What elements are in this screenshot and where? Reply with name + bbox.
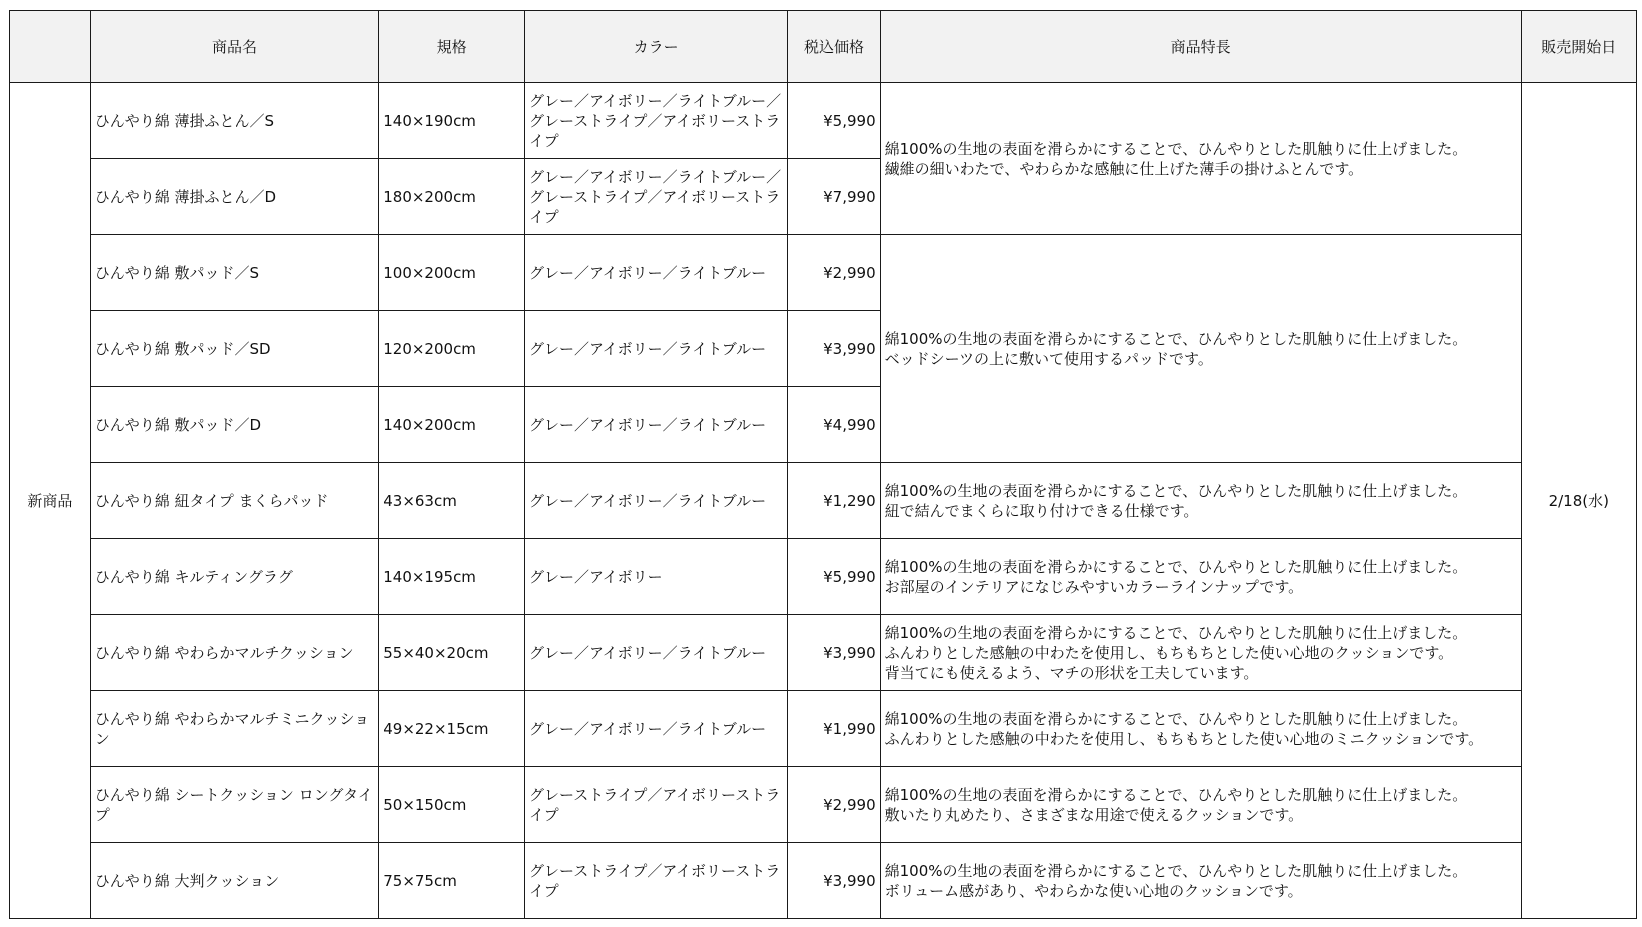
feature-line: ボリューム感があり、やわらかな使い心地のクッションです。: [884, 881, 1303, 900]
header-size: 規格: [379, 11, 525, 83]
product-price: ¥1,990: [788, 691, 880, 767]
product-color: グレー／アイボリー: [525, 539, 788, 615]
feature-line: 背当てにも使えるよう、マチの形状を工夫しています。: [884, 663, 1259, 682]
product-price: ¥3,990: [788, 615, 880, 691]
product-price: ¥2,990: [788, 767, 880, 843]
feature-line: ふんわりとした感触の中わたを使用し、もちもちとした使い心地のミニクッションです。: [884, 729, 1484, 748]
table-row: [10, 615, 1637, 691]
product-feature: [880, 843, 1521, 919]
feature-line: 綿100%の生地の表面を滑らかにすることで、ひんやりとした肌触りに仕上げました。: [884, 861, 1468, 880]
product-size: 100×200cm: [379, 235, 525, 311]
feature-line: 綿100%の生地の表面を滑らかにすることで、ひんやりとした肌触りに仕上げました。: [884, 329, 1468, 348]
product-price: ¥4,990: [788, 387, 880, 463]
product-price: ¥5,990: [788, 539, 880, 615]
header-release-date: 販売開始日: [1521, 11, 1636, 83]
product-name: ひんやり綿 キルティングラグ: [90, 539, 378, 615]
product-color: グレー／アイボリー／ライトブルー: [525, 387, 788, 463]
product-feature: [880, 767, 1521, 843]
header-color: カラー: [525, 11, 788, 83]
product-size: 49×22×15cm: [379, 691, 525, 767]
product-table: [9, 10, 1637, 919]
header-category: [10, 11, 91, 83]
product-size: 55×40×20cm: [379, 615, 525, 691]
feature-line: 紐で結んでまくらに取り付けできる仕様です。: [884, 501, 1199, 520]
product-price: ¥2,990: [788, 235, 880, 311]
product-price: ¥5,990: [788, 83, 880, 159]
table-row: [10, 843, 1637, 919]
product-color: グレーストライプ／アイボリーストライプ: [525, 767, 788, 843]
feature-line: ふんわりとした感触の中わたを使用し、もちもちとした使い心地のクッションです。: [884, 643, 1454, 662]
header-name: 商品名: [90, 11, 378, 83]
feature-line: 綿100%の生地の表面を滑らかにすることで、ひんやりとした肌触りに仕上げました。: [884, 623, 1468, 642]
header-price: 税込価格: [788, 11, 880, 83]
product-price: ¥3,990: [788, 311, 880, 387]
product-feature: [880, 83, 1521, 235]
release-date-cell: 2/18(水): [1521, 83, 1636, 919]
product-color: グレー／アイボリー／ライトブルー: [525, 691, 788, 767]
product-color: グレー／アイボリー／ライトブルー: [525, 615, 788, 691]
product-size: 140×190cm: [379, 83, 525, 159]
product-size: 180×200cm: [379, 159, 525, 235]
product-price: ¥7,990: [788, 159, 880, 235]
product-name: ひんやり綿 薄掛ふとん／S: [90, 83, 378, 159]
product-size: 120×200cm: [379, 311, 525, 387]
table-row: [10, 83, 1637, 159]
feature-line: 綿100%の生地の表面を滑らかにすることで、ひんやりとした肌触りに仕上げました。: [884, 785, 1468, 804]
feature-line: お部屋のインテリアになじみやすいカラーラインナップです。: [884, 577, 1304, 596]
product-color: グレー／アイボリー／ライトブルー／グレーストライプ／アイボリーストライプ: [525, 83, 788, 159]
product-size: 140×200cm: [379, 387, 525, 463]
product-price: ¥1,290: [788, 463, 880, 539]
feature-line: 綿100%の生地の表面を滑らかにすることで、ひんやりとした肌触りに仕上げました。: [884, 709, 1468, 728]
product-feature: [880, 691, 1521, 767]
product-feature: [880, 539, 1521, 615]
product-size: 75×75cm: [379, 843, 525, 919]
product-name: ひんやり綿 薄掛ふとん／D: [90, 159, 378, 235]
product-name: ひんやり綿 敷パッド／S: [90, 235, 378, 311]
product-color: グレーストライプ／アイボリーストライプ: [525, 843, 788, 919]
feature-line: 綿100%の生地の表面を滑らかにすることで、ひんやりとした肌触りに仕上げました。: [884, 557, 1468, 576]
header-feature: 商品特長: [880, 11, 1521, 83]
table-row: [10, 539, 1637, 615]
header-row: [10, 11, 1637, 83]
product-size: 140×195cm: [379, 539, 525, 615]
product-feature: [880, 615, 1521, 691]
product-name: ひんやり綿 大判クッション: [90, 843, 378, 919]
feature-line: ベッドシーツの上に敷いて使用するパッドです。: [884, 349, 1213, 368]
product-color: グレー／アイボリー／ライトブルー: [525, 463, 788, 539]
product-feature: [880, 235, 1521, 463]
product-size: 50×150cm: [379, 767, 525, 843]
feature-line: 敷いたり丸めたり、さまざまな用途で使えるクッションです。: [884, 805, 1304, 824]
product-name: ひんやり綿 やわらかマルチミニクッション: [90, 691, 378, 767]
category-cell: 新商品: [10, 83, 91, 919]
table-row: [10, 235, 1637, 311]
feature-line: 繊維の細いわたで、やわらかな感触に仕上げた薄手の掛けふとんです。: [884, 159, 1364, 178]
table-row: [10, 767, 1637, 843]
product-color: グレー／アイボリー／ライトブルー: [525, 235, 788, 311]
table-row: [10, 463, 1637, 539]
product-name: ひんやり綿 敷パッド／SD: [90, 311, 378, 387]
product-name: ひんやり綿 敷パッド／D: [90, 387, 378, 463]
product-name: ひんやり綿 やわらかマルチクッション: [90, 615, 378, 691]
product-color: グレー／アイボリー／ライトブルー／グレーストライプ／アイボリーストライプ: [525, 159, 788, 235]
product-color: グレー／アイボリー／ライトブルー: [525, 311, 788, 387]
product-name: ひんやり綿 シートクッション ロングタイプ: [90, 767, 378, 843]
table-row: [10, 691, 1637, 767]
product-size: 43×63cm: [379, 463, 525, 539]
feature-line: 綿100%の生地の表面を滑らかにすることで、ひんやりとした肌触りに仕上げました。: [884, 139, 1468, 158]
feature-line: 綿100%の生地の表面を滑らかにすることで、ひんやりとした肌触りに仕上げました。: [884, 481, 1468, 500]
product-feature: [880, 463, 1521, 539]
product-name: ひんやり綿 紐タイプ まくらパッド: [90, 463, 378, 539]
product-price: ¥3,990: [788, 843, 880, 919]
